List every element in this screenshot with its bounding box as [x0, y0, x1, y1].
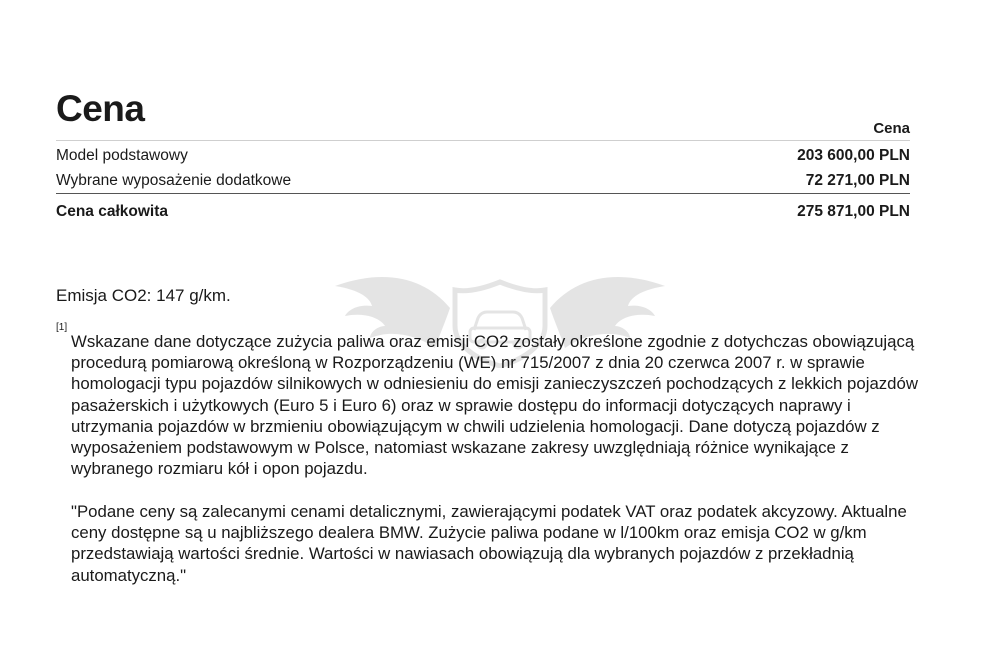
total-value: 275 871,00 PLN [797, 203, 910, 220]
price-row-base-model [56, 143, 910, 168]
price-table [56, 118, 910, 224]
page-title: Cena [56, 88, 145, 129]
price-column-header: Cena [56, 118, 910, 141]
footnote-text: Wskazane dane dotyczące zużycia paliwa oraz emisji CO2 zostały określone zgodnie z dotychczas obowiązującą procedurą pomiarową określoną w Rozporządzeniu (WE) nr 715/2007 z dnia 20 czerwca 2007 r. w sprawie homologacji typu pojazdów silnikowych w odniesieniu do emisji zanieczyszczeń pochodzących z lekkich pojazdów pasażerskich i użytkowych (Euro 5 i Euro 6) oraz w sprawie dostępu do informacji dotyczących naprawy i utrzymania pojazdów w brzmieniu obowiązującym w chwili udzielenia homologacji. Dane dotyczą pojazdów z wyposażeniem podstawowym w Polsce, natomiast wskazane zakresy uwzględniają różnice wynikające z wybranego rozmiaru kół i opon pojazdu. [71, 332, 918, 479]
price-row-label: Model podstawowy [56, 147, 188, 164]
total-label: Cena całkowita [56, 203, 168, 220]
footnote-marker: [1] [56, 322, 68, 333]
price-row-label: Wybrane wyposażenie dodatkowe [56, 172, 292, 189]
price-disclaimer: "Podane ceny są zalecanymi cenami detalicznymi, zawierającymi podatek VAT oraz podatek akcyzowy. Aktualne ceny dostępne są u najbliższego dealera BMW. Zużycie paliwa podane w l/100km oraz emisja CO2 w g/km przedstawiają wartości średnie. Wartości w nawiasach obowiązują dla wybranych pojazdów z przekładnią automatyczną." [71, 502, 907, 585]
price-row-value: 203 600,00 PLN [797, 147, 910, 164]
price-row-total [56, 199, 910, 224]
co2-emission: Emisja CO2: 147 g/km. [56, 286, 231, 305]
price-row-value: 72 271,00 PLN [805, 172, 910, 189]
price-row-options [56, 168, 910, 194]
